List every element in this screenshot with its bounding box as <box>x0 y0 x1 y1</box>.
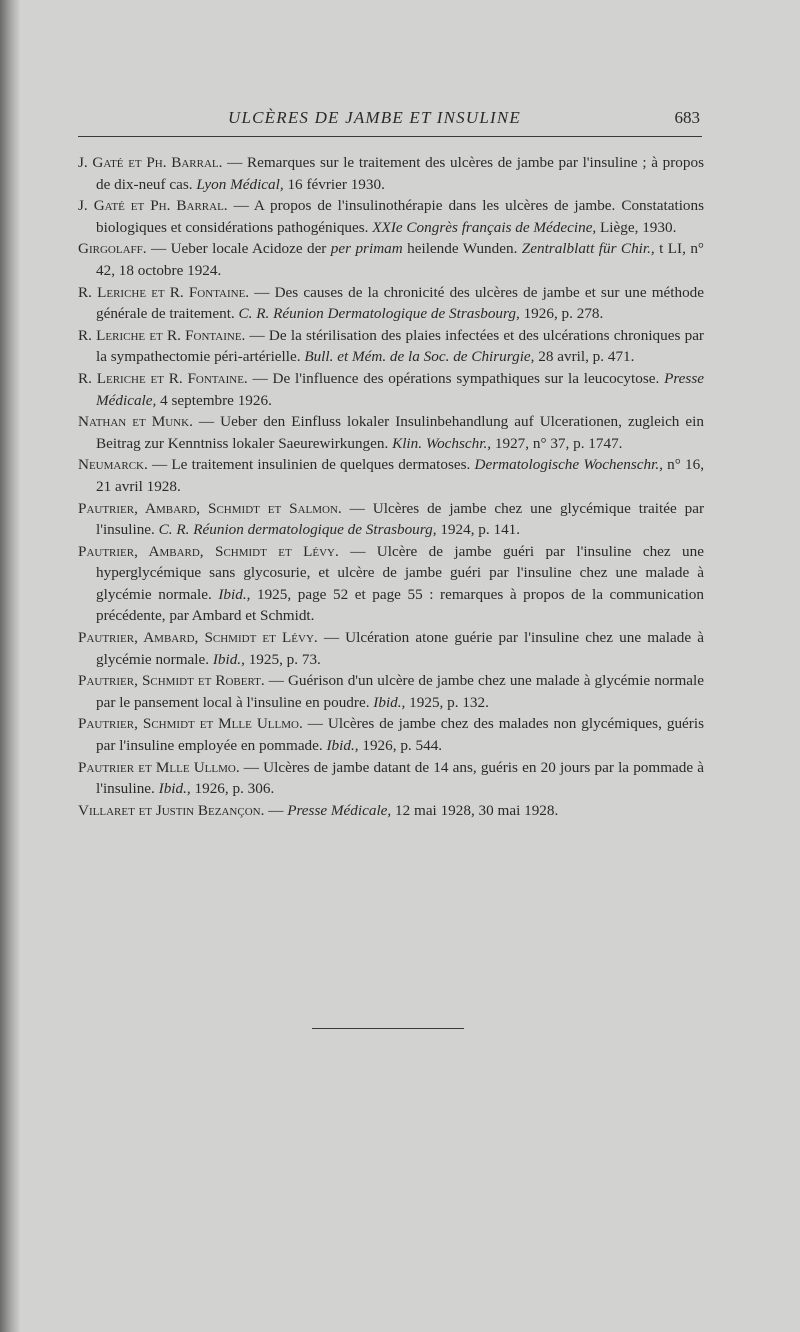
reference-source: C. R. Réunion dermatologique de Strasbourg, <box>158 521 437 539</box>
reference-entry <box>78 670 704 713</box>
reference-source: Zentralblatt für Chir., <box>521 240 655 258</box>
reference-source: Ibid., <box>218 585 251 603</box>
reference-entry <box>78 541 704 627</box>
reference-source: Presse Médicale, <box>96 369 704 409</box>
reference-entry <box>78 238 704 281</box>
reference-entry <box>78 195 704 238</box>
page-number: 683 <box>674 108 700 127</box>
reference-text: — Ulcères de jambe datant de 14 ans, guéris en 20 jours par la pommade à l'insuline. <box>96 758 704 798</box>
reference-authors: R. Leriche et R. Fontaine. <box>78 369 248 387</box>
reference-list <box>78 152 704 821</box>
reference-source: Klin. Wochschr., <box>392 434 492 452</box>
reference-text: 16 février 1930. <box>283 175 385 193</box>
reference-text: — Remarques sur le traitement des ulcères de jambe par l'insuline ; à propos de dix-neuf cas. <box>96 154 704 193</box>
reference-entry <box>78 627 704 670</box>
reference-authors: J. Gaté et Ph. Barral. <box>78 154 223 171</box>
reference-authors: J. Gaté et Ph. Barral. <box>78 197 228 215</box>
reference-authors: Pautrier et Mlle Ullmo. <box>78 758 240 776</box>
reference-authors: Villaret et Justin Bezançon. <box>78 801 265 819</box>
running-title: ULCÈRES DE JAMBE ET INSULINE <box>228 108 521 127</box>
reference-text: 12 mai 1928, 30 mai 1928. <box>391 801 559 819</box>
reference-text: t LI, n° 42, 18 octobre 1924. <box>96 240 704 279</box>
reference-source: Dermatologische Wochenschr., <box>474 456 663 474</box>
reference-entry <box>78 152 704 195</box>
reference-source: Lyon Médical, <box>196 175 284 193</box>
reference-authors: Pautrier, Schmidt et Robert. <box>78 672 265 690</box>
reference-text: 28 avril, p. 471. <box>534 348 635 366</box>
reference-authors: R. Leriche et R. Fontaine. <box>78 326 246 344</box>
reference-authors: Nathan et Munk. <box>78 413 193 431</box>
reference-authors: Neumarck. <box>78 456 148 474</box>
reference-text: — Ueber den Einfluss lokaler Insulinbehandlung auf Ulcerationen, zugleich ein Beitrag zur Kenntniss lokaler Saeurewirkungen. <box>96 413 704 452</box>
end-rule <box>312 1028 464 1029</box>
reference-text: 1925, page 52 et page 55 : remarques à propos de la communication précédente, par Ambard et Schmidt. <box>96 585 704 625</box>
reference-entry <box>78 411 704 454</box>
reference-text: — De la stérilisation des plaies infectées et des ulcérations chroniques par la sympathectomie péri-artérielle. <box>96 326 704 366</box>
reference-text: 1926, p. 544. <box>358 737 443 755</box>
reference-text: — De l'influence des opérations sympathiques sur la leucocytose. <box>247 369 665 387</box>
reference-text: — Ueber locale Acidoze der <box>146 240 331 258</box>
reference-authors: R. Leriche et R. Fontaine. <box>78 283 250 301</box>
reference-text: — Ulcères de jambe chez une glycémique traitée par l'insuline. <box>96 499 704 539</box>
reference-source: Ibid., <box>212 650 245 668</box>
reference-text: heilende Wunden. <box>402 240 522 258</box>
reference-text: 1927, n° 37, p. 1747. <box>491 434 623 452</box>
reference-text: — Guérison d'un ulcère de jambe chez une malade à glycémie normale par le pansement local à l'insuline en poudre. <box>96 672 704 711</box>
reference-entry <box>78 800 704 822</box>
reference-authors: Pautrier, Ambard, Schmidt et Lévy. <box>78 542 339 560</box>
reference-source: C. R. Réunion Dermatologique de Strasbourg, <box>238 305 520 323</box>
reference-entry <box>78 713 704 756</box>
reference-text: — Des causes de la chronicité des ulcères de jambe et sur une méthode générale de traitement. <box>96 283 705 323</box>
reference-text: 1925, p. 73. <box>244 650 321 668</box>
reference-text: n° 16, 21 avril 1928. <box>96 456 704 495</box>
page-header <box>78 108 702 134</box>
reference-text: Liège, 1930. <box>596 218 677 236</box>
reference-source: Presse Médicale, <box>287 801 392 819</box>
reference-entry <box>78 325 704 368</box>
reference-entry <box>78 282 704 325</box>
reference-text: — Le traitement insulinien de quelques dermatoses. <box>147 456 475 474</box>
header-rule <box>78 136 702 137</box>
reference-entry <box>78 757 704 800</box>
reference-source: Ibid., <box>373 693 406 711</box>
reference-text: — Ulcération atone guérie par l'insuline chez une malade à glycémie normale. <box>96 629 704 668</box>
reference-source: per primam <box>330 240 403 258</box>
reference-text: 1926, p. 278. <box>519 305 604 323</box>
reference-authors: Pautrier, Ambard, Schmidt et Salmon. <box>78 499 342 517</box>
page-binding-shadow <box>0 0 20 1332</box>
reference-source: Ibid., <box>326 737 359 755</box>
reference-text: — Ulcère de jambe guéri par l'insuline chez une hyperglycémique sans glycosurie, et ulcère de jambe guéri par l'insuline chez une malade à glycémie normale. <box>96 542 704 603</box>
reference-authors: Pautrier, Ambard, Schmidt et Lévy. <box>78 629 318 647</box>
reference-entry <box>78 454 704 497</box>
reference-authors: Girgolaff. <box>78 240 147 258</box>
reference-entry <box>78 368 704 411</box>
reference-text: — Ulcères de jambe chez des malades non glycémiques, guéris par l'insuline employée en pommade. <box>96 715 704 755</box>
reference-source: Bull. et Mém. de la Soc. de Chirurgie, <box>304 348 535 366</box>
reference-source: Ibid., <box>158 780 191 798</box>
reference-source: XXIe Congrès français de Médecine, <box>372 218 597 236</box>
reference-text: 1926, p. 306. <box>190 780 275 798</box>
reference-text: 4 septembre 1926. <box>156 391 272 409</box>
reference-entry <box>78 498 704 541</box>
reference-text: 1925, p. 132. <box>405 693 489 711</box>
reference-authors: Pautrier, Schmidt et Mlle Ullmo. <box>78 715 303 733</box>
reference-text: — <box>264 801 288 819</box>
reference-text: 1924, p. 141. <box>436 521 521 539</box>
reference-text: — A propos de l'insulinothérapie dans les ulcères de jambe. Constatations biologiques et considérations pathogéniques. <box>96 197 705 236</box>
